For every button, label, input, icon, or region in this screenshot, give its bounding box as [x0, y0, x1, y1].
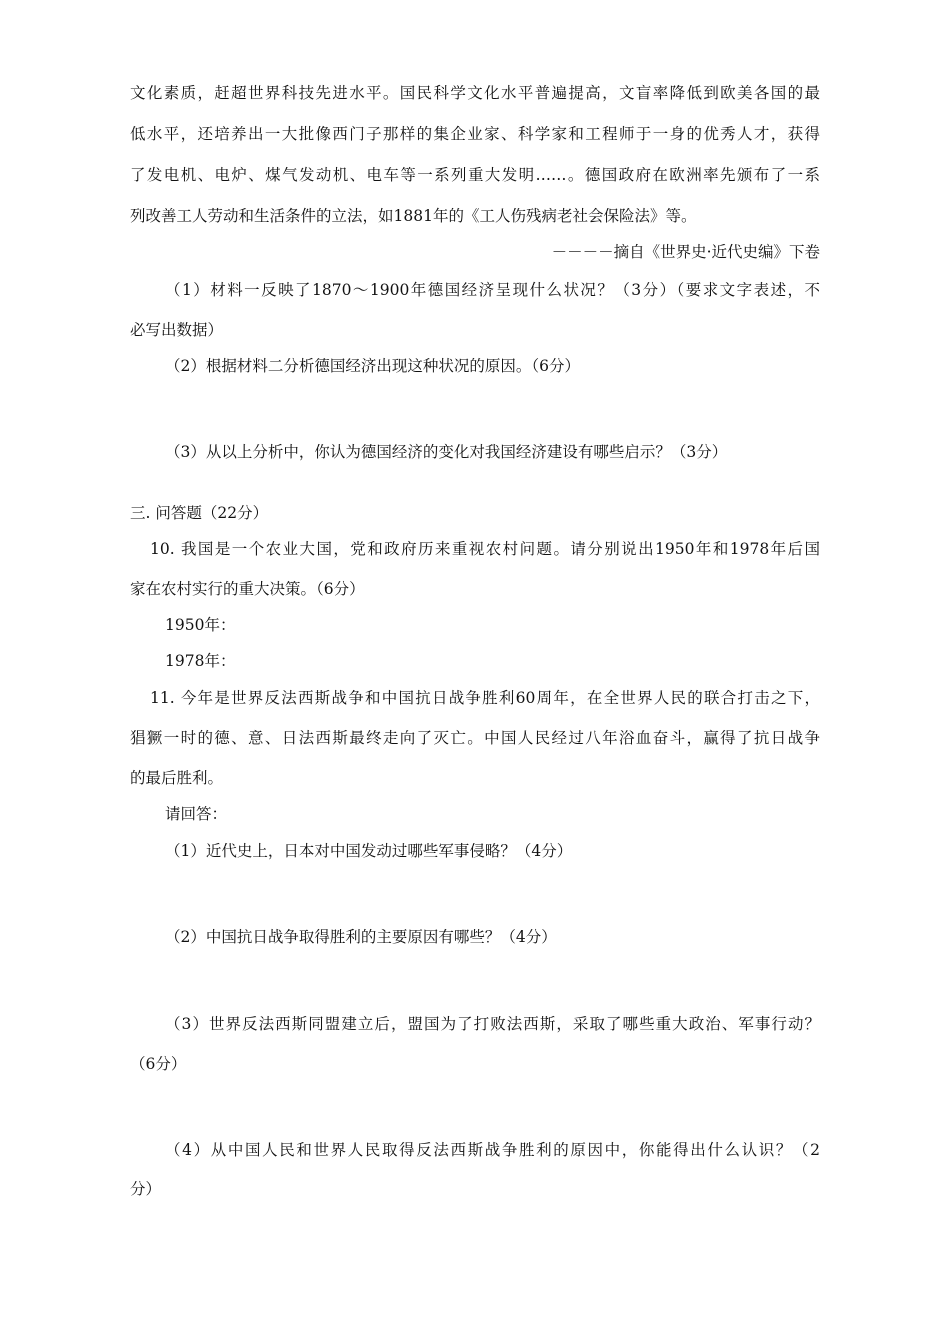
q9-sub1-line-1: （1）材料一反映了1870～1900年德国经济呈现什么状况？（3分）（要求文字表述，不 [165, 281, 820, 299]
q9-sub2: （2）根据材料二分析德国经济出现这种状况的原因。（6分） [165, 357, 580, 375]
material-text-line-4: 列改善工人劳动和生活条件的立法，如1881年的《工人伤残病老社会保险法》等。 [130, 207, 697, 225]
material-text-line-1: 文化素质，赶超世界科技先进水平。国民科学文化水平普遍提高，文盲率降低到欧美各国的最 [130, 84, 820, 102]
q10-line-2: 家在农村实行的重大决策。（6分） [130, 580, 365, 598]
q9-sub3: （3）从以上分析中，你认为德国经济的变化对我国经济建设有哪些启示？（3分） [165, 443, 728, 461]
q11-sub1: （1）近代史上，日本对中国发动过哪些军事侵略？（4分） [165, 842, 573, 860]
q11-sub2: （2）中国抗日战争取得胜利的主要原因有哪些？（4分） [165, 928, 557, 946]
q10-answer-1950-label: 1950年： [165, 616, 236, 634]
q11-sub4-line-2: 分） [130, 1180, 162, 1198]
q11-line-3: 的最后胜利。 [130, 769, 224, 787]
section-3-heading: 三. 问答题（22分） [130, 504, 269, 522]
q11-line-2: 猖獗一时的德、意、日法西斯最终走向了灭亡。中国人民经过八年浴血奋斗，赢得了抗日战争 [130, 729, 820, 747]
q11-sub3-line-2: （6分） [130, 1055, 187, 1073]
q11-line-1: 11. 今年是世界反法西斯战争和中国抗日战争胜利60周年，在全世界人民的联合打击之下， [150, 689, 820, 707]
q11-sub3-line-1: （3）世界反法西斯同盟建立后，盟国为了打败法西斯，采取了哪些重大政治、军事行动？ [165, 1015, 820, 1033]
material-text-line-2: 低水平，还培养出一大批像西门子那样的集企业家、科学家和工程师于一身的优秀人才，获得 [130, 125, 820, 143]
q9-sub1-line-2: 必写出数据） [130, 321, 224, 339]
material-text-line-3: 了发电机、电炉、煤气发动机、电车等一系列重大发明……。德国政府在欧洲率先颁布了一系 [130, 166, 820, 184]
q10-answer-1978-label: 1978年： [165, 652, 236, 670]
q11-sub4-line-1: （4）从中国人民和世界人民取得反法西斯战争胜利的原因中，你能得出什么认识？（2 [165, 1141, 820, 1159]
q10-line-1: 10. 我国是一个农业大国，党和政府历来重视农村问题。请分别说出1950年和1978年后国 [150, 540, 820, 558]
material-source: －－－－摘自《世界史·近代史编》下卷 [551, 243, 820, 261]
q11-prompt: 请回答： [165, 805, 228, 823]
